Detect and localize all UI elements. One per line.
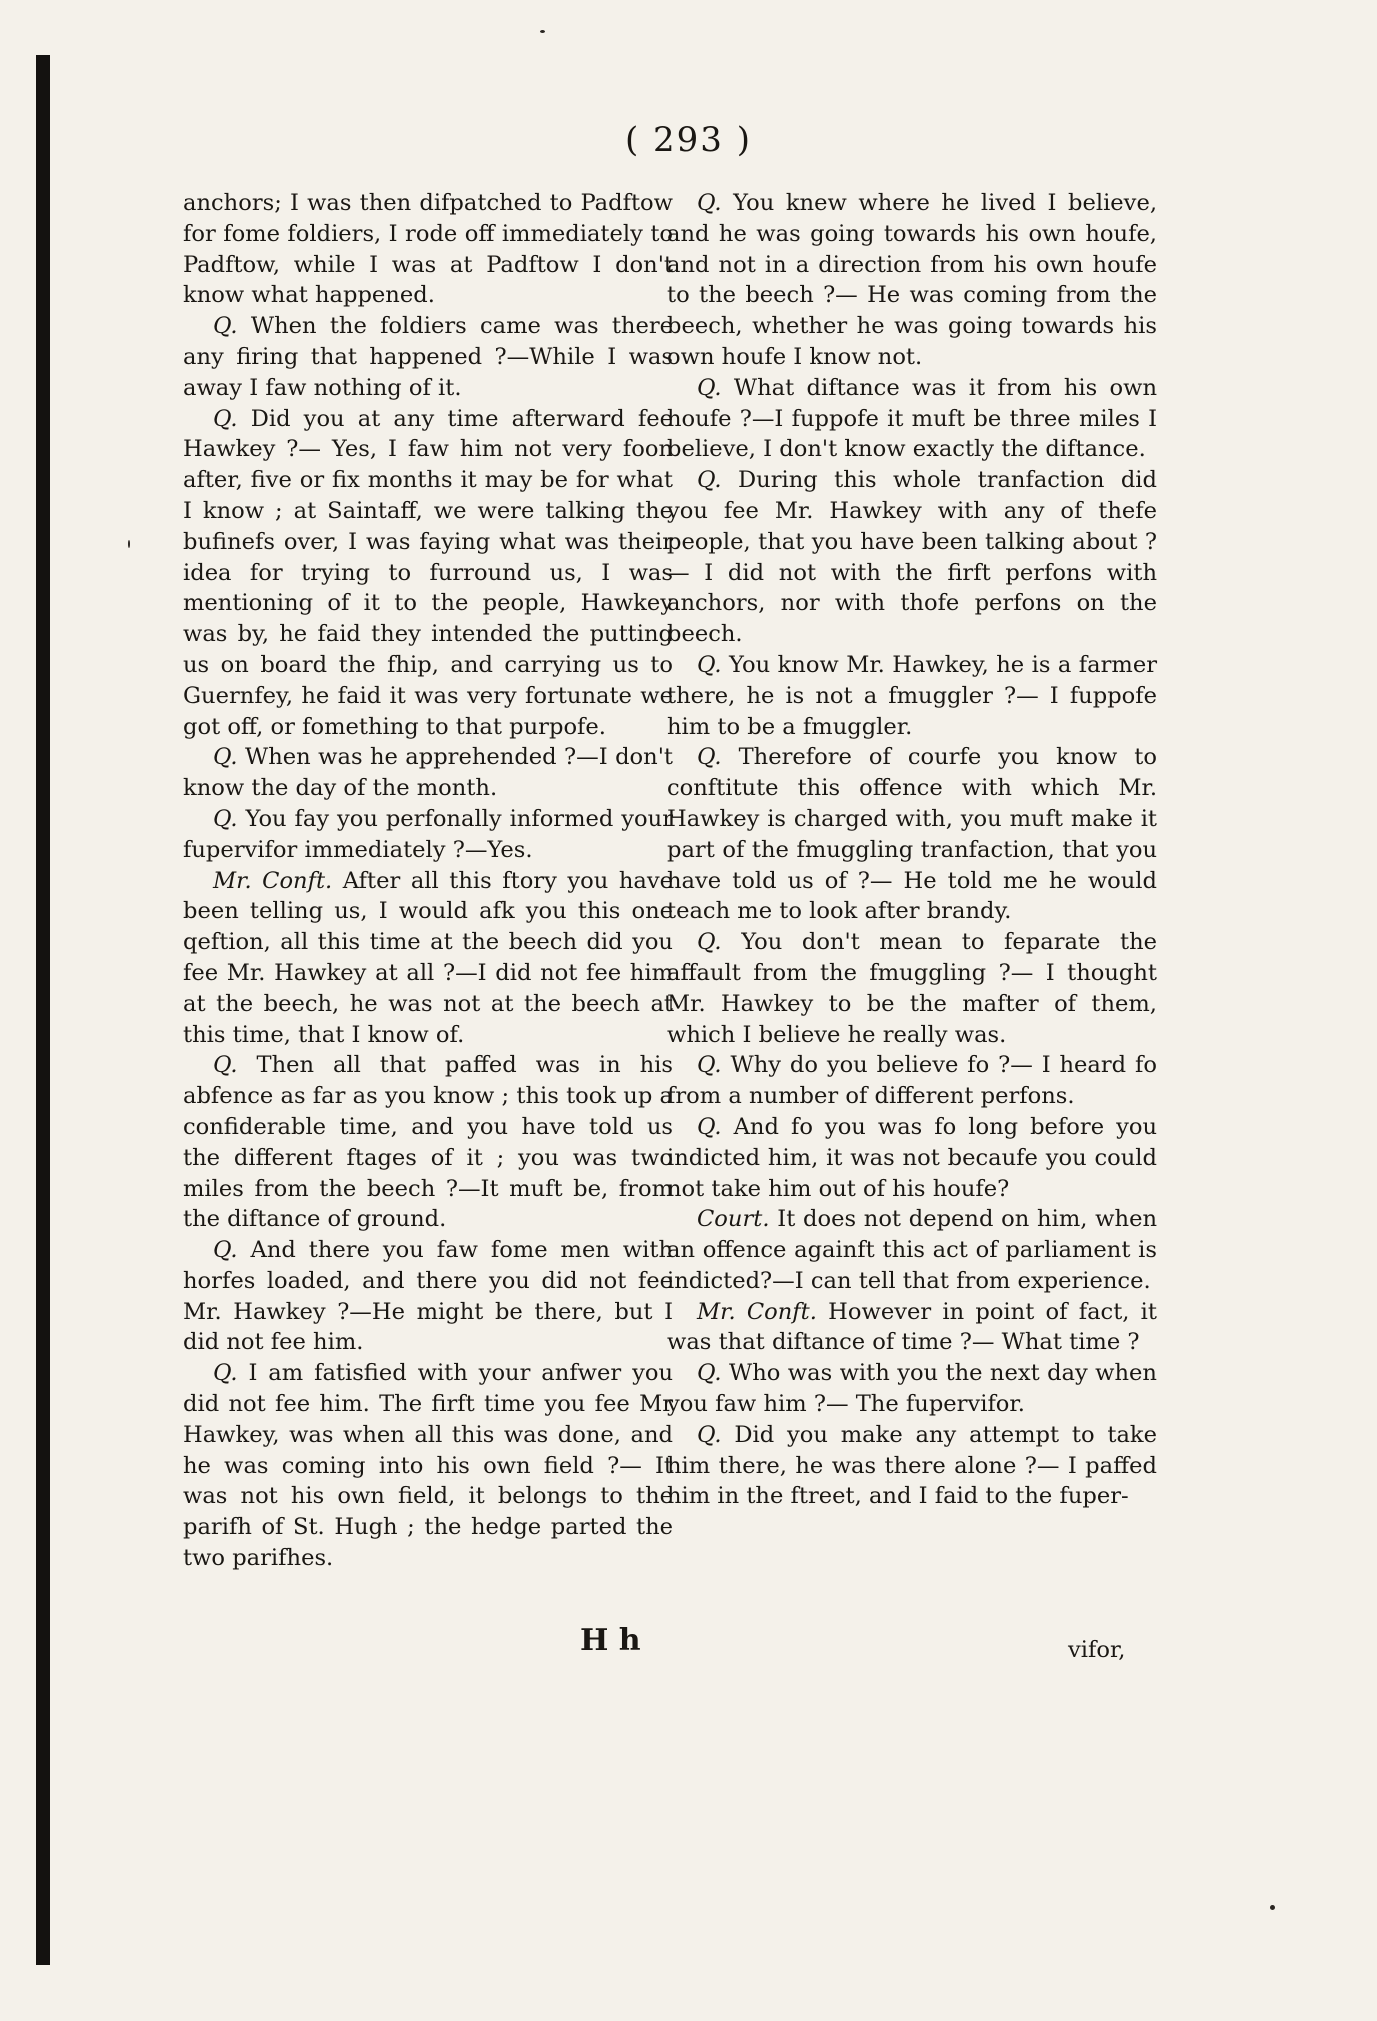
paragraph (667, 1420, 1157, 1512)
page-binding-edge (36, 55, 50, 1965)
paragraph (667, 1112, 1157, 1204)
paragraph-text: You know Mr. Hawkey, he is a farmer there, he is not a fmuggler ?— I fuppofe him to be a fmuggler. (667, 651, 1157, 740)
speaker-label: Q. (697, 651, 722, 678)
paragraph-text: Therefore of courfe you know to conftitute this offence with which Mr. Hawkey is charged with, you muft make it part of the fmuggling tranfaction, that you have told us of ?— He told me he would teach me to look after brandy. (667, 744, 1157, 925)
paragraph-text: You knew where he lived I believe, and he was going towards his own houfe, and not in a direction from his own houfe to the beech ?— He was coming from the beech, whether he was going towards his own houfe I know not. (667, 190, 1157, 370)
paragraph (183, 742, 673, 804)
speaker-label: Q. (213, 1052, 238, 1079)
speaker-label: Mr. Conft. (697, 1298, 817, 1325)
paragraph-text: During this whole tranfaction did you fee Mr. Hawkey with any of thefe people, that you have been talking about ? — I did not with the firft perfons with anchors, nor with thofe perfons on the beech. (667, 467, 1157, 648)
catchword: vifor, (1068, 1637, 1126, 1663)
paragraph (183, 804, 673, 866)
ink-speck (128, 540, 130, 548)
speaker-label: Q. (697, 929, 722, 956)
paragraph-text: What diftance was it from his own houfe ?—I fuppofe it muft be three miles I believe, I don't know exactly the diftance. (667, 374, 1157, 463)
right-text-column (667, 188, 1157, 1512)
paragraph-text: It does not depend on him, when an offence againft this act of parliament is indicted?—I can tell that from experience. (667, 1206, 1157, 1294)
speaker-label: Q. (697, 744, 722, 771)
speaker-label: Mr. Conft. (213, 867, 333, 894)
paragraph-text: I am fatisfied with your anfwer you did not fee him. The firft time you fee Mr Hawkey, was when all this was done, and he was coming into his own field ?— It was not his own field, it belongs to the parifh of St. Hugh ; the hedge parted the two parifhes. (183, 1360, 673, 1572)
paragraph (667, 1050, 1157, 1112)
paragraph (183, 404, 673, 743)
paragraph (183, 1050, 673, 1235)
speaker-label: Q. (697, 1052, 722, 1079)
paragraph-text: Why do you believe fo ?— I heard fo from a number of different perfons. (667, 1052, 1157, 1110)
paragraph-text: When was he apprehended ?—I don't know the day of the month. (183, 744, 673, 802)
paragraph (183, 866, 673, 1051)
paragraph-text: You fay you perfonally informed your fupervifor immediately ?—Yes. (183, 805, 673, 863)
left-text-column (183, 188, 673, 1574)
speaker-label: Q. (697, 1421, 722, 1448)
paragraph (667, 650, 1157, 742)
paragraph-text: Did you at any time afterward fee Hawkey ?— Yes, I faw him not very foon after, five or fix months it may be for what I know ; at Saintaff, we were talking the bufinefs over, I was faying what was their idea for trying to furround us, I was mentioning of it to the people, Hawkey was by, he faid they intended the putting us on board the fhip, and carrying us to Guernfey, he faid it was very fortunate we got off, or fomething to that purpofe. (183, 405, 673, 740)
signature-mark: H h (580, 1623, 641, 1658)
paragraph (667, 188, 1157, 373)
paragraph (667, 373, 1157, 465)
speaker-label: Q. (697, 467, 722, 494)
speaker-label: Q. (697, 1360, 722, 1387)
ink-speck (1270, 1905, 1275, 1910)
paragraph-text: After all this ftory you have been telling us, I would afk you this one qeftion, all this time at the beech did you fee Mr. Hawkey at all ?—I did not fee him at the beech, he was not at the beech at this time, that I know of. (183, 867, 673, 1048)
paragraph (667, 927, 1157, 1050)
speaker-label: Q. (213, 744, 238, 771)
paragraph-text: Did you make any attempt to take him there, he was there alone ?— I paffed him in the ftreet, and I faid to the fuper- (667, 1421, 1157, 1510)
paragraph-text: However in point of fact, it was that diftance of time ?— What time ? (667, 1298, 1157, 1356)
paragraph-text: anchors; I was then difpatched to Padftow for fome foldiers, I rode off immediately to Padftow, while I was at Padftow I don't know what happened. (183, 190, 673, 309)
speaker-label: Q. (697, 190, 722, 216)
paragraph (667, 465, 1157, 650)
speaker-label: Court. (697, 1206, 770, 1233)
paragraph (183, 311, 673, 403)
paragraph (183, 1235, 673, 1358)
speaker-label: Q. (213, 1237, 238, 1264)
paragraph (183, 188, 673, 311)
paragraph-text: You don't mean to feparate the affault from the fmuggling ?— I thought Mr. Hawkey to be the mafter of them, which I believe he really was. (667, 929, 1158, 1048)
paragraph-text: Then all that paffed was in his abfence as far as you know ; this took up a confiderable time, and you have told us the different ftages of it ; you was two miles from the beech ?—It muft be, from the diftance of ground. (183, 1052, 673, 1233)
paragraph (183, 1358, 673, 1574)
speaker-label: Q. (213, 1360, 238, 1387)
ink-speck (540, 30, 545, 33)
speaker-label: Q. (213, 805, 238, 832)
paragraph (667, 1204, 1157, 1296)
speaker-label: Q. (213, 405, 238, 432)
paragraph-text: Who was with you the next day when you faw him ?— The fupervifor. (667, 1360, 1157, 1418)
paragraph (667, 1358, 1157, 1420)
paragraph-text: And fo you was fo long before you indicted him, it was not becaufe you could not take him out of his houfe? (667, 1113, 1157, 1202)
paragraph (667, 1297, 1157, 1359)
speaker-label: Q. (697, 1113, 722, 1140)
paragraph (667, 742, 1157, 927)
paragraph-text: And there you faw fome men with horfes loaded, and there you did not fee Mr. Hawkey ?—He might be there, but I did not fee him. (183, 1237, 673, 1356)
speaker-label: Q. (697, 374, 722, 401)
page-number: ( 293 ) (624, 120, 753, 160)
speaker-label: Q. (213, 313, 238, 340)
paragraph-text: When the foldiers came was there any firing that happened ?—While I was away I faw nothing of it. (183, 313, 673, 401)
